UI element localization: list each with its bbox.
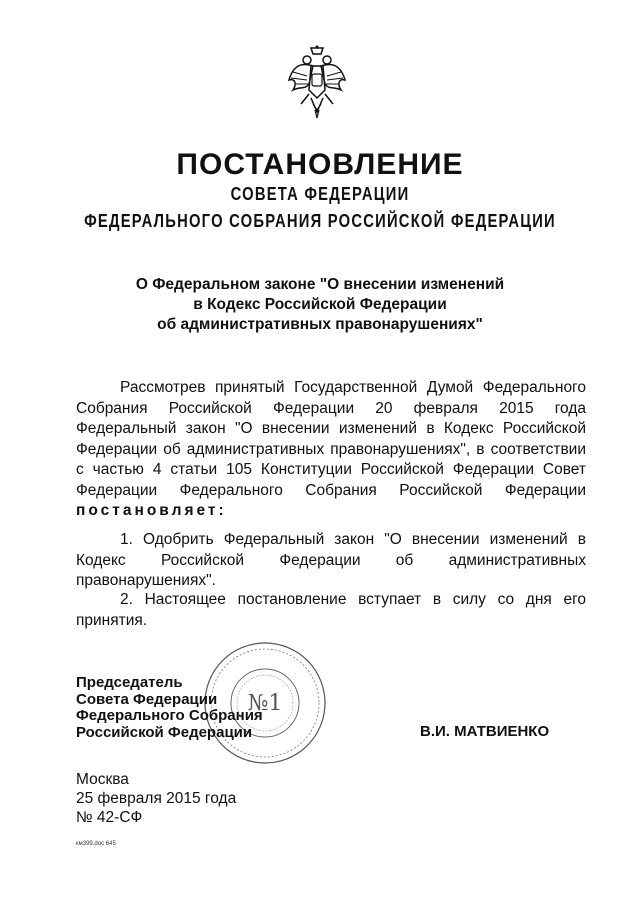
- subject-line: О Федеральном законе "О внесении изменений: [135, 276, 505, 293]
- preamble-text: Рассмотрев принятый Государственной Думой Федерального Собрания Российской Федерации 20 февраля 2015 года Федеральный закон "О внесении изменений в Кодекс Российской Федерации об административных правонарушениях", в соответствии с частью 4 статьи 105 Конституции Российской Федерации Совет Федерации Федерального Собрания Российской Федерации: [76, 379, 586, 499]
- preamble-paragraph: [76, 378, 586, 522]
- stamp-number: №1: [247, 691, 283, 716]
- issue-details: [76, 770, 236, 827]
- resolves-word: постановляет:: [76, 502, 227, 519]
- signer-position-line: Председатель: [76, 674, 183, 691]
- document-subtitle-line2: ФЕДЕРАЛЬНОГО СОБРАНИЯ РОССИЙСКОЙ ФЕДЕРАЦИИ: [84, 211, 556, 231]
- subject-line: об административных правонарушениях": [157, 316, 483, 333]
- footer-code: км399.doc 645: [76, 841, 116, 847]
- document-subtitle-line1: СОВЕТА ФЕДЕРАЦИИ: [230, 184, 410, 204]
- signer-position-line: Федерального Собрания: [76, 707, 263, 724]
- signer-position-line: Совета Федерации: [76, 690, 218, 708]
- document-subject: [0, 275, 640, 335]
- signer-position: [76, 675, 263, 741]
- russian-coat-of-arms-icon: [287, 44, 347, 124]
- signer-position-line: Российской Федерации: [76, 723, 253, 741]
- item-2: 2. Настоящее постановление вступает в силу со дня его принятия.: [76, 591, 586, 629]
- signer-name: В.И. МАТВИЕНКО: [420, 723, 550, 740]
- document-title: ПОСТАНОВЛЕНИЕ: [176, 148, 464, 181]
- issue-number: № 42-СФ: [76, 809, 143, 826]
- subject-line: в Кодекс Российской Федерации: [193, 296, 447, 313]
- issue-date: 25 февраля 2015 года: [76, 790, 237, 807]
- issue-place: Москва: [76, 771, 129, 788]
- item-1: 1. Одобрить Федеральный закон "О внесении изменений в Кодекс Российской Федерации об административных правонарушениях".: [76, 531, 586, 589]
